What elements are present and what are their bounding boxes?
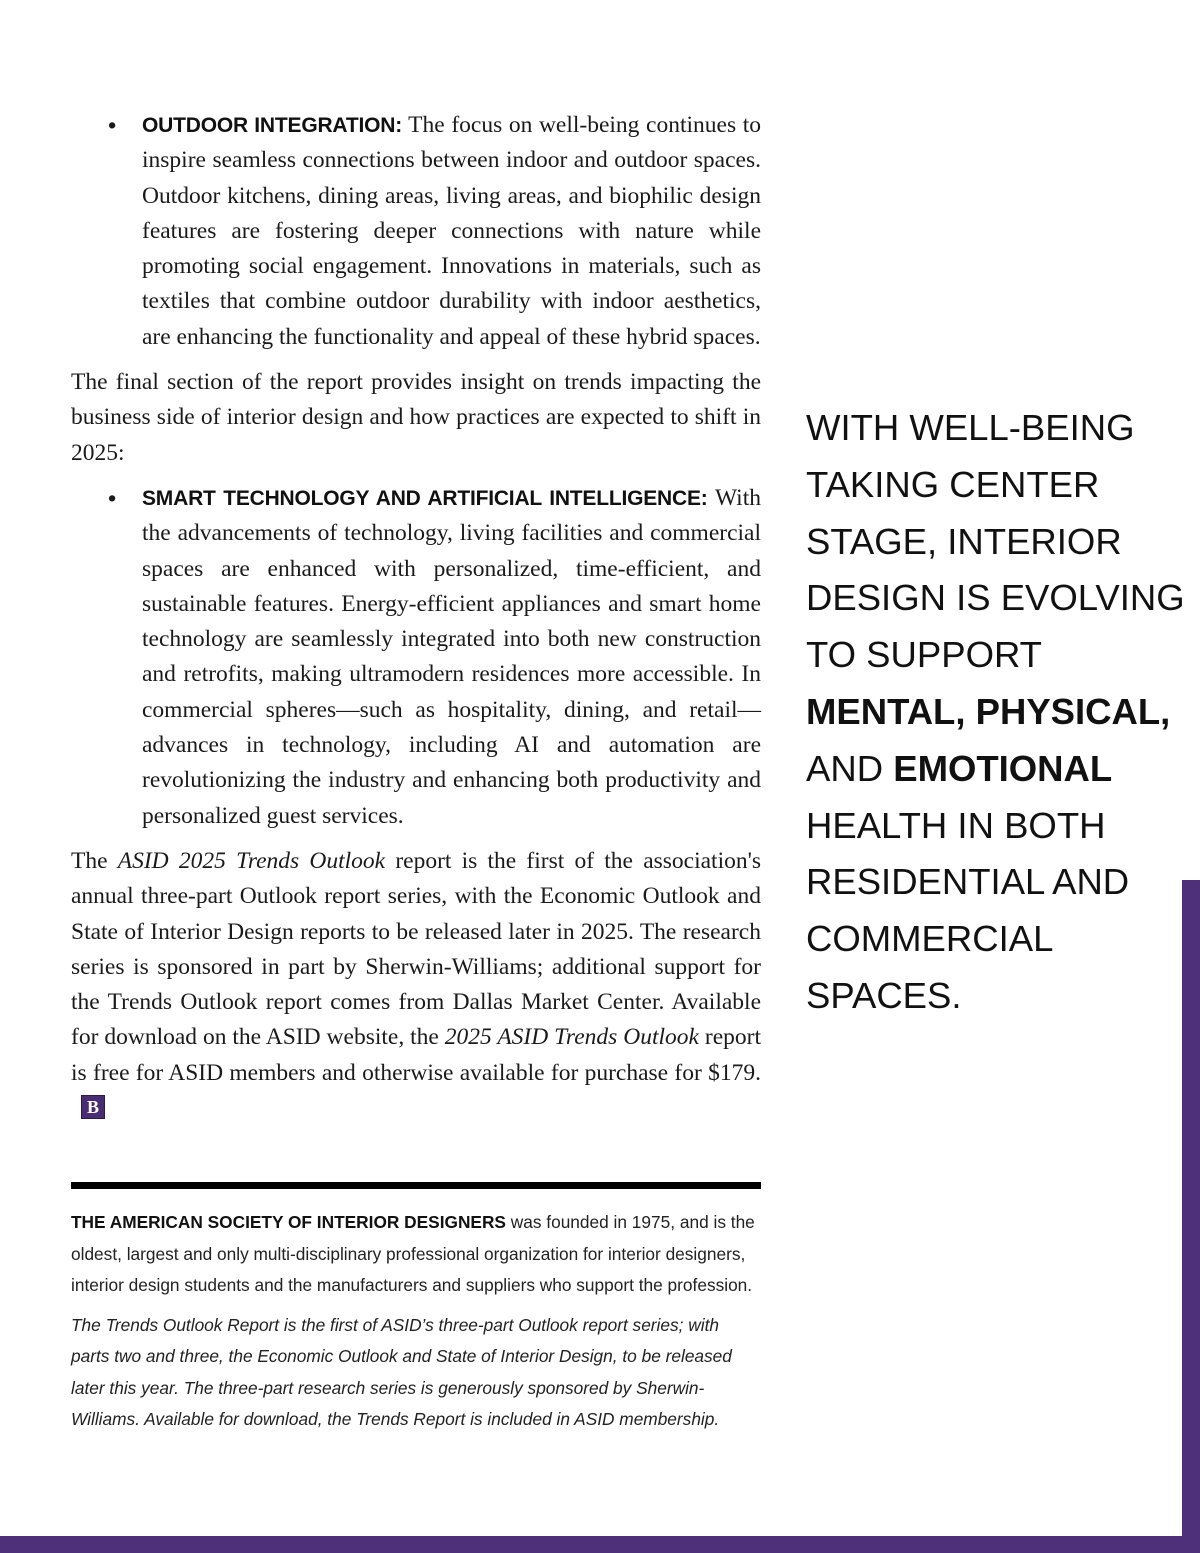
series-note: The Trends Outlook Report is the first of ASID’s three-part Outlook report series; with parts two and three, the Economic Outlook and State of Interior Design, to be released later this year. The three-part research series is generously sponsored by Sherwin-Williams. Available for download, the Trends Report is included in ASID membership. [71,1314,732,1429]
bullet-outdoor-integration [71,108,761,355]
report-title: 2025 ASID Trends Outlook [444,1024,699,1051]
org-text: was founded in 1975, and is the oldest, largest and only multi-disciplinary professional organization for interior designers, interior design students and the manufacturers and suppliers who support the profession. [71,1212,755,1295]
org-name: THE AMERICAN SOCIETY OF INTERIOR DESIGNERS [71,1212,506,1232]
bullet-smart-technology [71,481,761,834]
closing-text: The [71,847,118,874]
side-accent-bar [1182,880,1200,1553]
pull-quote-emphasis: MENTAL, PHYSICAL, [806,690,1171,732]
bullet-lead: SMART TECHNOLOGY AND ARTIFICIAL INTELLIGENCE: [142,486,708,510]
divider [71,1182,761,1189]
closing-text: report is the first of the association's annual three-part Outlook report series, with the Economic Outlook and State of Interior Design reports to be released later in 2025. The research series is sponsored in part by Sherwin-Williams; additional support for the Trends Outlook report comes from Dallas Market Center. Available for download on the ASID website, the [71,847,761,1051]
final-section-paragraph: The final section of the report provides insight on trends impacting the business side of interior design and how practices are expected to shift in 2025: [71,369,761,466]
bullet-text: With the advancements of technology, living facilities and commercial spaces are enhanced with personalized, time-efficient, and sustainable features. Energy-efficient appliances and smart home technology are seamlessly integrated into both new construction and retrofits, making ultramodern residences more accessible. In commercial spheres—such as hospitality, dining, and retail—advances in technology, including AI and automation are revolutionizing the industry and enhancing both productivity and personalized guest services. [142,484,761,829]
bullet-lead: OUTDOOR INTEGRATION: [142,114,402,137]
bullet-icon: • [108,112,117,138]
footer-about [71,1207,761,1444]
org-description [71,1207,761,1302]
pull-quote-text: HEALTH IN BOTH RESIDENTIAL AND COMMERCIAL SPACES. [806,804,1130,1016]
pull-quote-text: WITH WELL-BEING TAKING CENTER STAGE, INTERIOR DESIGN IS EVOLVING TO SUPPORT [806,407,1185,676]
bullet-icon: • [108,484,117,511]
article-body [71,108,761,1136]
closing-paragraph [71,844,761,1126]
report-title: ASID 2025 Trends Outlook [117,847,386,874]
bottom-accent-bar [0,1536,1200,1553]
pull-quote [806,400,1186,1025]
pull-quote-text: AND [806,747,894,789]
closing-text: report is free for ASID members and otherwise available for purchase for $179. [71,1024,761,1086]
pull-quote-emphasis: EMOTIONAL [893,747,1113,789]
bullet-text: The focus on well-being continues to inspire seamless connections between indoor and outdoor spaces. Outdoor kitchens, dining areas, living areas, and biophilic design features are fostering deeper connections with nature while promoting social engagement. Innovations in materials, such as textiles that combine outdoor durability with indoor aesthetics, are enhancing the functionality and appeal of these hybrid spaces. [142,112,761,350]
end-mark-icon: B [81,1095,105,1119]
